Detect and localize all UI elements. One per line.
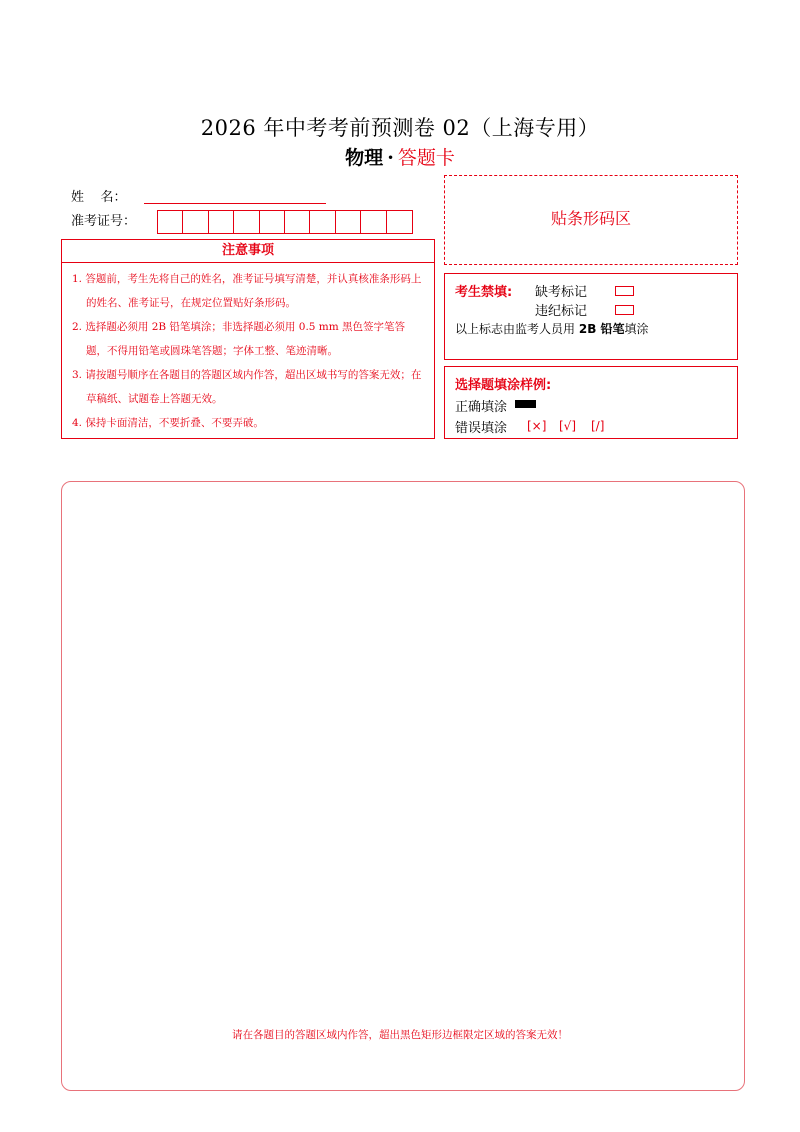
barcode-label: 贴条形码区: [550, 208, 631, 228]
notice-item: 1. 答题前，考生先将自己的姓名，准考证号填写清楚，并认真核准条形码上的姓名、准考证号，在规定位置贴好条形码。: [72, 273, 422, 309]
correct-fill-mark: [515, 400, 536, 408]
absent-mark-box[interactable]: [615, 286, 634, 296]
exam-id-digit-box[interactable]: [387, 211, 412, 233]
wrong-mark-cross: [×]: [527, 419, 547, 433]
exam-id-digit-box[interactable]: [285, 211, 310, 233]
violation-mark-box[interactable]: [615, 305, 634, 315]
fill-sample-title: 选择题填涂样例:: [455, 378, 552, 393]
notice-item: 2. 选择题必须用 2B 铅笔填涂；非选择题必须用 0.5 mm 黑色签字笔答题，不得用铅笔或圆珠笔答题；字体工整、笔迹清晰。: [72, 321, 406, 357]
name-input-line[interactable]: [144, 203, 326, 204]
answer-area-note: 请在各题目的答题区域内作答，超出黑色矩形边框限定区域的答案无效！: [232, 1029, 568, 1041]
subject-label: 物理: [345, 147, 384, 169]
notice-box: [61, 262, 435, 439]
separator-dot: ·: [387, 147, 394, 169]
exam-id-digit-box[interactable]: [310, 211, 335, 233]
exam-id-digit-box[interactable]: [234, 211, 259, 233]
exam-id-label: 准考证号：: [71, 214, 137, 229]
notice-item: 3. 请按题号顺序在各题目的答题区域内作答，超出区域书写的答案无效；在草稿纸、试题卷上答题无效。: [72, 369, 422, 405]
exam-id-digit-box[interactable]: [336, 211, 361, 233]
exam-id-digit-box[interactable]: [209, 211, 234, 233]
exam-note-prefix: 以上标志由监考人员用: [455, 322, 576, 336]
notice-title: 注意事项: [61, 239, 435, 263]
wrong-mark-slash: [/]: [591, 419, 605, 433]
exam-forbidden-note: [455, 320, 649, 337]
exam-forbidden-box: [444, 273, 738, 360]
violation-mark-label: 违纪标记: [535, 304, 588, 319]
exam-id-boxes[interactable]: [157, 210, 413, 234]
notice-item: 4. 保持卡面清洁，不要折叠、不要弄破。: [72, 417, 264, 429]
correct-fill-label: 正确填涂: [455, 400, 508, 415]
exam-id-digit-box[interactable]: [260, 211, 285, 233]
fill-sample-box: [444, 366, 738, 439]
name-label: 姓 名：: [71, 190, 127, 205]
exam-id-digit-box[interactable]: [158, 211, 183, 233]
exam-note-bold: 2B 铅笔: [578, 322, 625, 336]
absent-mark-label: 缺考标记: [535, 285, 588, 300]
wrong-mark-check: [√]: [559, 419, 577, 433]
exam-id-digit-box[interactable]: [183, 211, 208, 233]
barcode-area: [444, 175, 738, 265]
answer-card-label: 答题卡: [397, 147, 455, 169]
page-subtitle: [0, 143, 800, 170]
exam-forbidden-title: 考生禁填:: [455, 285, 513, 300]
exam-id-digit-box[interactable]: [361, 211, 386, 233]
answer-area[interactable]: [61, 481, 745, 1091]
exam-note-suffix: 填涂: [624, 322, 649, 336]
wrong-fill-label: 错误填涂: [455, 421, 508, 436]
page-title: 2026 年中考考前预测卷 02（上海专用）: [200, 116, 600, 140]
